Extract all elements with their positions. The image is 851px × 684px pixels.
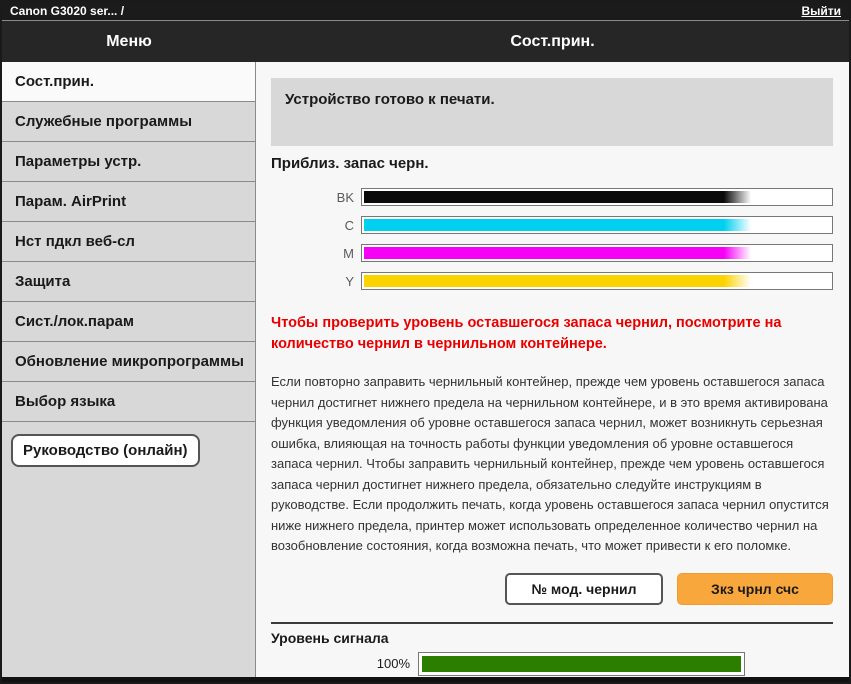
header-bar [2, 21, 849, 62]
sidebar-item-printer-status[interactable]: Сост.прин. [2, 62, 255, 102]
manual-button-area [2, 422, 255, 477]
online-manual-button[interactable]: Руководство (онлайн) [11, 434, 200, 467]
ink-row-black [271, 188, 833, 206]
page-title: Сост.прин. [510, 32, 595, 50]
ink-row-magenta [271, 244, 833, 262]
sidebar-item-airprint[interactable]: Парам. AirPrint [2, 182, 255, 222]
signal-percent-label: 100% [376, 656, 410, 671]
ink-levels [271, 188, 833, 290]
ink-model-number-button[interactable]: № мод. чернил [505, 573, 663, 605]
menu-header: Меню [106, 32, 152, 50]
printer-status-box [271, 78, 833, 146]
sidebar-item-security[interactable]: Защита [2, 262, 255, 302]
sidebar-item-language[interactable]: Выбор языка [2, 382, 255, 422]
ink-note-paragraph: Если повторно заправить чернильный контейнер, прежде чем уровень оставшегося запаса чернил достигнет нижнего предела на чернильном контейнере, и в это время активирована функция уведомления об уровне оставшегося запаса чернил, может возникнуть серьезная ошибка, влияющая на точность работы функции уведомления об уровне оставшегося запаса чернил. Чтобы заправить чернильный контейнер, прежде чем уровень оставшегося запаса чернил достигнет нижнего предела, обязательно следуйте инструкциям в руководстве. Если продолжить печать, когда уровень оставшегося запаса чернил опустится ниже нижнего предела, принтер может использовать определенное количество чернил на возобновление состояния, когда возможна печать, что может привести к его поломке. [271, 374, 829, 553]
ink-label-bk: BK [336, 189, 354, 205]
ink-section-title: Приблиз. запас черн. [271, 155, 429, 172]
ink-bar-c [361, 216, 833, 234]
order-ink-now-button[interactable]: Зкз чрнл счс [677, 573, 833, 605]
printer-status-message: Устройство готово к печати. [285, 91, 495, 108]
ink-row-cyan [271, 216, 833, 234]
signal-level-row [271, 652, 833, 676]
signal-fill [422, 656, 741, 672]
ink-warning-text: Чтобы проверить уровень оставшегося запаса чернил, посмотрите на количество чернил в чернильном контейнере. [271, 315, 782, 352]
ink-label-m: M [343, 245, 354, 261]
ink-bar-m [361, 244, 833, 262]
ink-fill-bk [364, 191, 751, 203]
ink-label-y: Y [345, 273, 354, 289]
logout-link[interactable]: Выйти [801, 4, 841, 18]
sidebar-item-firmware-update[interactable]: Обновление микропрограммы [2, 342, 255, 382]
sidebar-menu [2, 62, 256, 684]
ink-fill-m [364, 247, 751, 259]
ink-row-yellow [271, 272, 833, 290]
main-content [256, 62, 849, 684]
signal-level-title: Уровень сигнала [271, 629, 389, 646]
page-bottom-border [2, 677, 849, 682]
titlebar [2, 2, 849, 21]
sidebar-item-utilities[interactable]: Служебные программы [2, 102, 255, 142]
ink-label-c: C [344, 217, 354, 233]
section-divider [271, 622, 833, 624]
ink-bar-bk [361, 188, 833, 206]
printer-title: Canon G3020 ser... / [10, 4, 125, 18]
sidebar-item-device-settings[interactable]: Параметры устр. [2, 142, 255, 182]
action-buttons [271, 573, 833, 605]
ink-fill-y [364, 275, 751, 287]
sidebar-item-system-settings[interactable]: Сист./лок.парам [2, 302, 255, 342]
body-row [2, 62, 849, 684]
signal-bar [418, 652, 745, 676]
ink-fill-c [364, 219, 751, 231]
ink-bar-y [361, 272, 833, 290]
sidebar-item-web-service[interactable]: Нст пдкл веб-сл [2, 222, 255, 262]
